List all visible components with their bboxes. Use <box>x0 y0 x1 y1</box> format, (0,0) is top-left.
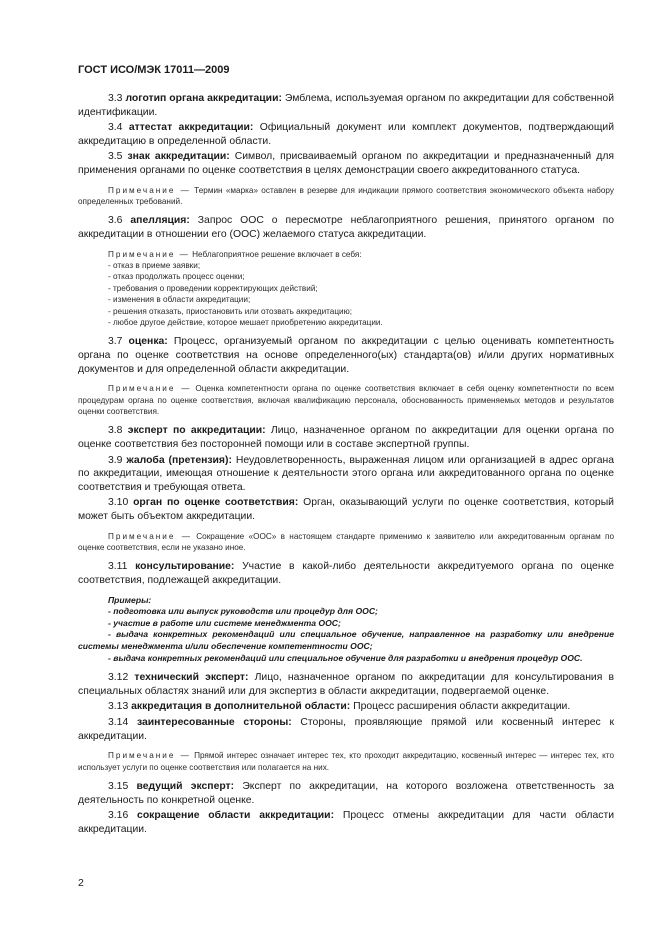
definition-3-11 <box>78 560 614 587</box>
definition-3-7 <box>78 335 614 376</box>
definition-3-12 <box>78 671 614 698</box>
note-text: Термин «марка» оставлен в резерве для индикации прямого соответствия экономического объекта набору определенных требований. <box>78 185 614 206</box>
note-3-6 <box>78 249 614 260</box>
clause-number: 3.15 <box>108 780 129 792</box>
note-label: Примечание — <box>108 185 191 195</box>
term: орган по оценке соответствия: <box>133 497 299 509</box>
term: заинтересованные стороны: <box>136 716 292 728</box>
definition-text: Символ, присваиваемый органом по аккредитации и предназначенный для применения органами по оценке соответствия в целях демонстрации своего аккредитованного статуса. <box>78 151 615 176</box>
definition-3-10 <box>78 496 614 523</box>
definition-text: Процесс расширения области аккредитации. <box>353 701 571 713</box>
definition-3-15 <box>78 780 614 807</box>
clause-number: 3.3 <box>108 93 123 104</box>
definition-3-16 <box>78 809 614 836</box>
examples-list <box>78 606 614 664</box>
definition-3-8 <box>78 424 614 451</box>
definition-3-13 <box>78 700 614 714</box>
example-item: - выдача конкретных рекомендаций или специальное обучение для разработки и внедрения процедур ООС. <box>108 652 583 663</box>
clause-number: 3.4 <box>108 122 123 134</box>
term: ведущий эксперт: <box>136 780 235 792</box>
note-text: Оценка компетентности органа по оценке соответствия включает в себя оценку компетентности по всем процедурам органа по оценке соответствия, включая квалификацию персонала, обоснованность применяемых методов и результатов оценки соответствия. <box>78 384 615 416</box>
example-item: - участие в работе или системе менеджмента ООС; <box>108 617 341 628</box>
definition-3-5 <box>78 150 614 177</box>
document-header: ГОСТ ИСО/МЭК 17011—2009 <box>78 64 230 76</box>
definition-text: Орган, оказывающий услуги по оценке соответствия, который может быть объектом аккредитации. <box>78 497 614 522</box>
list-item: - отказ в приеме заявки; <box>108 260 201 270</box>
clause-number: 3.14 <box>108 716 129 728</box>
term: технический эксперт: <box>134 672 249 684</box>
clause-number: 3.12 <box>108 672 129 684</box>
list-item: - решения отказать, приостановить или отозвать аккредитацию; <box>108 306 353 316</box>
example-item: - выдача конкретных рекомендаций или специальное обучение, направленное на разработку или внедрение системы менеджмента и/или обеспечение компетентности ООС; <box>78 629 614 651</box>
definition-text: Неудовлетворенность, выраженная лицом или организацией в адрес органа по аккредитации, имеющая отношение к деятельности этого органа или аккредитованного органа по оценке соответствия и требующая ответа. <box>78 454 614 493</box>
example-item: - подготовка или выпуск руководств или процедур для ООС; <box>108 606 378 617</box>
definition-3-4 <box>78 121 614 148</box>
definition-text: Процесс отмены аккредитации для части области аккредитации. <box>78 810 615 835</box>
note-3-7 <box>78 383 614 417</box>
term: аккредитация в дополнительной области: <box>131 701 351 713</box>
note-3-10 <box>78 531 614 554</box>
examples-title: Примеры: <box>108 594 152 605</box>
note-3-6-list <box>78 260 614 328</box>
definition-text: Лицо, назначенное органом по аккредитации для консультирования в специальных областях знаний или для экспертиз в области аккредитации, подвергаемой оценке. <box>78 672 614 697</box>
clause-number: 3.13 <box>108 701 129 713</box>
definition-3-3 <box>78 92 614 119</box>
definition-text: Запрос ООС о пересмотре неблагоприятного решения, принятого органом по аккредитации в отношении его (ООС) желаемого статуса аккредитации. <box>78 215 614 240</box>
list-item: - требования о проведении корректирующих действий; <box>108 283 318 293</box>
note-text: Сокращение «ООС» в настоящем стандарте применимо к заявителю или аккредитованным органам по оценке соответствия, если не указано иное. <box>78 531 615 552</box>
definition-text: Лицо, назначенное органом по аккредитации для оценки органа по оценке соответствия без посторонней помощи или в составе экспертной группы. <box>78 425 614 450</box>
term: апелляция: <box>130 215 190 227</box>
term: сокращение области аккредитации: <box>137 810 335 822</box>
definition-3-14 <box>78 716 614 743</box>
definition-text: Официальный документ или комплект документов, подтверждающий аккредитацию в определенной области. <box>78 122 615 147</box>
clause-number: 3.7 <box>108 336 123 348</box>
note-text: Неблагоприятное решение включает в себя: <box>192 249 362 259</box>
note-label: Примечание — <box>108 751 191 761</box>
definition-text: Стороны, проявляющие прямой или косвенный интерес к аккредитации. <box>78 716 614 742</box>
note-3-14 <box>78 750 614 773</box>
clause-number: 3.10 <box>108 497 129 509</box>
definition-3-6 <box>78 214 614 241</box>
term: эксперт по аккредитации: <box>127 425 266 437</box>
definition-text: Эмблема, используемая органом по аккредитации для собственной идентификации. <box>78 93 614 118</box>
term: оценка: <box>128 336 168 348</box>
document-body <box>78 92 614 838</box>
clause-number: 3.8 <box>108 425 123 437</box>
clause-number: 3.16 <box>108 810 129 822</box>
definition-3-9 <box>78 454 614 495</box>
definition-text: Процесс, организуемый органом по аккредитации с целью оценивать компетентность органа по оценке соответствия на основе определенного(ых) стандарта(ов) и/или других нормативных документов и для определенной области аккредитации. <box>78 336 614 375</box>
term: логотип органа аккредитации: <box>125 93 282 104</box>
clause-number: 3.5 <box>108 151 123 163</box>
note-label: Примечание — <box>108 384 192 394</box>
list-item: - любое другое действие, которое мешает приобретению аккредитации. <box>108 318 383 327</box>
clause-number: 3.11 <box>108 561 128 573</box>
note-label: Примечание — <box>108 249 190 259</box>
list-item: - отказ продолжать процесс оценки; <box>108 272 245 282</box>
clause-number: 3.9 <box>108 454 123 466</box>
note-3-5 <box>78 185 614 208</box>
term: знак аккредитации: <box>127 151 230 163</box>
page-number: 2 <box>78 877 84 889</box>
definition-text: Эксперт по аккредитации, на которого возложена ответственность за деятельность по конкретной оценке. <box>78 780 615 806</box>
note-label: Примечание — <box>108 531 192 541</box>
clause-number: 3.6 <box>108 215 123 227</box>
definition-text: Участие в какой-либо деятельности аккредитуемого органа по оценке соответствия, подлежащей аккредитации. <box>78 561 615 586</box>
note-text: Прямой интерес означает интерес тех, кто проходит аккредитацию, косвенный интерес — интерес тех, кто использует услуги по оценке соответствия или полагается на них. <box>78 751 614 772</box>
term: жалоба (претензия): <box>126 454 232 466</box>
term: консультирование: <box>135 561 235 573</box>
term: аттестат аккредитации: <box>128 122 254 134</box>
list-item: - изменения в области аккредитации; <box>108 295 251 305</box>
